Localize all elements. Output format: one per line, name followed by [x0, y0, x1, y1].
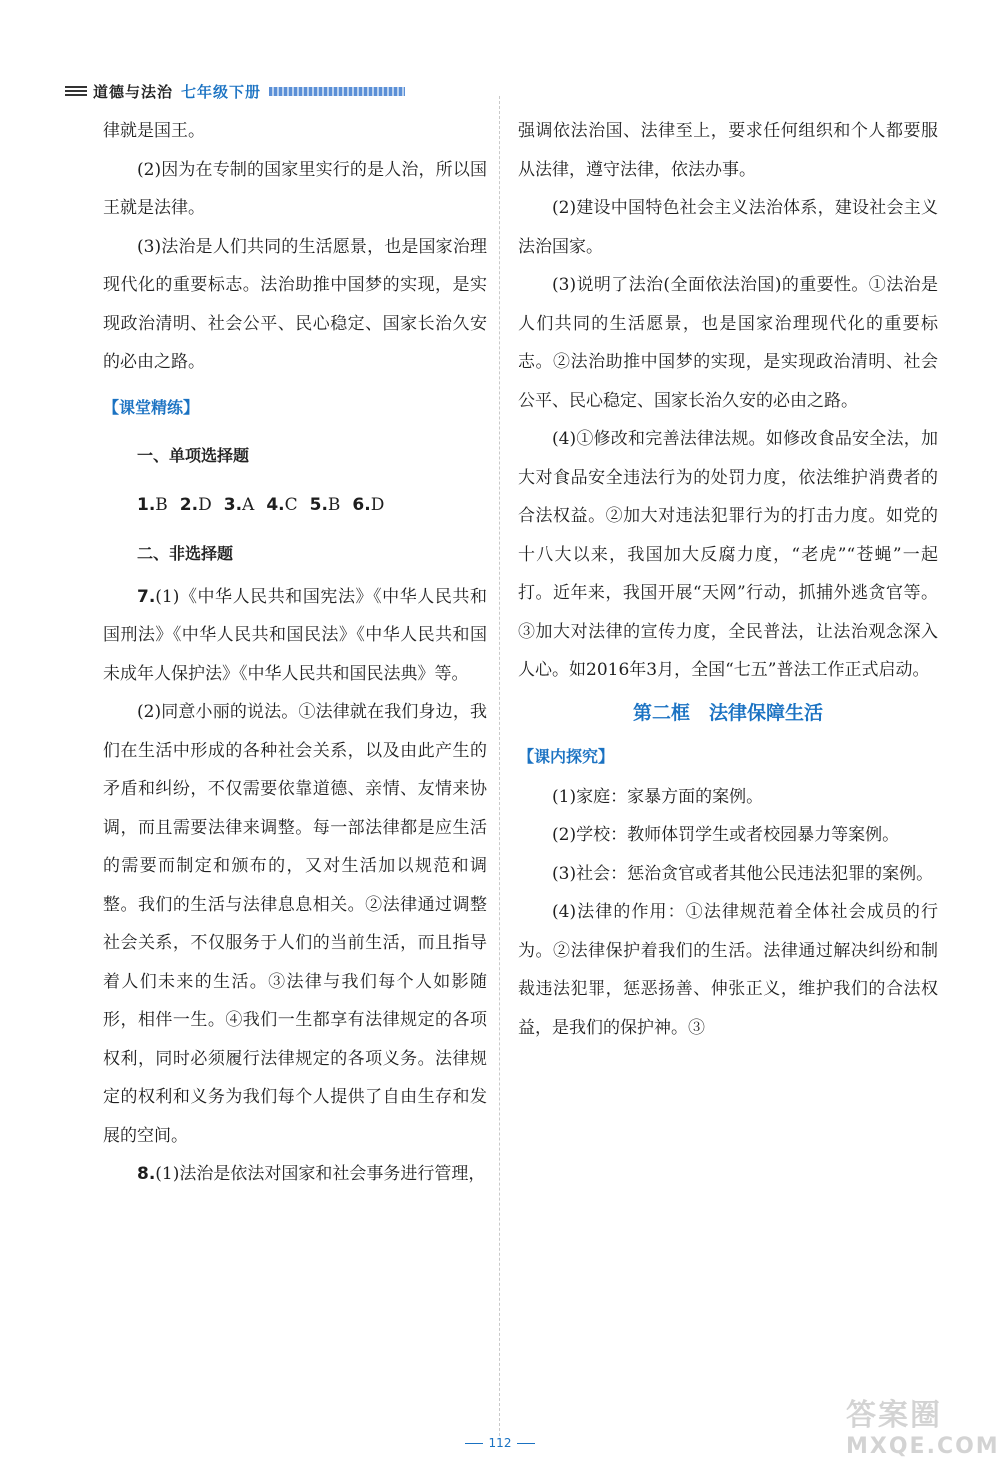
answer-choice: D: [370, 494, 385, 515]
answer-item: [137, 495, 168, 515]
header-decor-bar: [269, 87, 405, 96]
question-7-part-1: 7.(1)《中华人民共和国宪法》《中华人民共和国刑法》《中华人民共和国民法》《中华人民共和国未成年人保护法》《中华人民共和国民法典》等。: [103, 586, 487, 684]
paragraph: (2)因为在专制的国家里实行的是人治，所以国王就是法律。: [103, 159, 487, 218]
answer-number: 1.: [137, 494, 156, 515]
question-number: 8.: [137, 1164, 156, 1184]
answer-item: [180, 495, 212, 515]
paragraph: 强调依法治国、法律至上，要求任何组织和个人都要服从法律，遵守法律，依法办事。: [518, 121, 938, 180]
paragraph: (3)法治是人们共同的生活愿景，也是国家治理现代化的重要标志。法治助推中国梦的实现，是实现政治清明、社会公平、民心稳定、国家长治久安的必由之路。: [103, 236, 487, 372]
paragraph: (4)①修改和完善法律法规。如修改食品安全法，加大对食品安全违法行为的处罚力度，依法维护消费者的合法权益。②加大对违法犯罪行为的打击力度。如党的十八大以来，我国加大反腐力度，“老虎”“苍蝇”一起打。近年来，我国开展“天网”行动，抓捕外逃贪官等。③加大对法律的宣传力度，全民普法，让法治观念深入人心。如2016年3月，全国“七五”普法工作正式启动。: [518, 429, 938, 680]
page-number: 112: [0, 1436, 1000, 1450]
explore-item: (3)社会：惩治贪官或者其他公民违法犯罪的案例。: [552, 863, 934, 884]
answer-choice: C: [284, 494, 298, 515]
answer-choice: D: [198, 494, 212, 515]
answer-item: [224, 495, 255, 515]
paragraph: (3)说明了法治(全面依法治国)的重要性。①法治是人们共同的生活愿景，也是国家治理现代化的重要标志。②法治助推中国梦的实现，是实现政治清明、社会公平、民心稳定、国家长治久安的必由之路。: [518, 275, 938, 411]
question-7-part-2: (2)同意小丽的说法。①法律就在我们身边，我们在生活中形成的各种社会关系，以及由此产生的矛盾和纠纷，不仅需要依靠道德、亲情、友情来协调，而且需要法律来调整。每一部法律都是应生活的需要而制定和颁布的，又对生活加以规范和调整。我们的生活与法律息息相关。②法律通过调整社会关系，不仅服务于人们的当前生活，而且指导着人们未来的生活。③法律与我们每个人如影随形，相伴一生。④我们一生都享有法律规定的各项权利，同时必须履行法律规定的各项义务。法律规定的权利和义务为我们每个人提供了自由生存和发展的空间。: [103, 702, 487, 1146]
answer-number: 5.: [309, 494, 328, 515]
answer-item: [352, 495, 384, 515]
question-8-part-1: 8.(1)法治是依法对国家和社会事务进行管理，: [137, 1164, 486, 1184]
section-title-explore: 【课内探究】: [518, 746, 615, 766]
answer-item: [266, 495, 297, 515]
answer-choice: B: [155, 494, 168, 515]
chapter-title: 第二框 法律保障生活: [632, 701, 823, 724]
explore-item: (2)学校：教师体罚学生或者校园暴力等案例。: [552, 825, 900, 845]
book-title: 道德与法治: [93, 82, 174, 101]
paragraph: 律就是国王。: [103, 121, 205, 141]
column-divider: [499, 96, 500, 1436]
right-column: [518, 112, 938, 1047]
answer-number: 4.: [266, 494, 285, 515]
watermark-logo: 答案圈 MXQE.COM: [846, 1398, 1000, 1459]
heading-single-choice: 一、单项选择题: [137, 445, 250, 465]
answer-number: 3.: [223, 494, 243, 515]
book-grade: 七年级下册: [181, 82, 262, 101]
question-number: 7.: [137, 586, 156, 607]
explore-item: (1)家庭：家暴方面的案例。: [552, 786, 764, 807]
answer-number: 2.: [179, 494, 199, 515]
answer-item: [310, 495, 341, 515]
running-header: [65, 79, 405, 103]
answer-choice: A: [242, 494, 255, 515]
explore-item: (4)法律的作用：①法律规范着全体社会成员的行为。②法律保护着我们的生活。法律通过解决纠纷和制裁违法犯罪，惩恶扬善、伸张正义，维护我们的合法权益，是我们的保护神。③: [518, 902, 938, 1038]
header-lines-icon: [65, 86, 87, 96]
answer-choice: B: [327, 494, 341, 515]
left-column: [103, 112, 487, 1194]
answer-list: [103, 480, 487, 530]
heading-non-choice: 二、非选择题: [137, 543, 234, 563]
section-title-practice: 【课堂精练】: [103, 397, 200, 417]
paragraph: (2)建设中国特色社会主义法治体系，建设社会主义法治国家。: [518, 198, 938, 257]
answer-number: 6.: [352, 494, 371, 515]
